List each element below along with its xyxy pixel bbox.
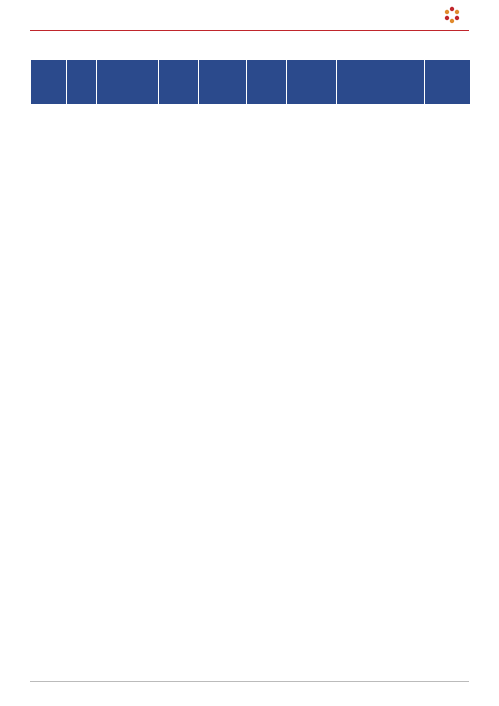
col-header-vs-2016 bbox=[287, 60, 337, 105]
table-header-row bbox=[31, 60, 471, 105]
col-header-week bbox=[97, 60, 159, 105]
col-header-yoy bbox=[199, 60, 247, 105]
tf-logo-icon bbox=[443, 6, 461, 24]
col-header-metric bbox=[67, 60, 97, 105]
col-header-prev-wow bbox=[247, 60, 287, 105]
col-header-ytd bbox=[337, 60, 425, 105]
footer-divider bbox=[30, 681, 469, 682]
col-header-wow bbox=[159, 60, 199, 105]
transactions-table bbox=[30, 59, 471, 105]
col-header-city bbox=[31, 60, 67, 105]
brand-logo bbox=[443, 6, 465, 24]
col-header-ytd-yoy bbox=[425, 60, 471, 105]
header-divider bbox=[30, 30, 469, 31]
